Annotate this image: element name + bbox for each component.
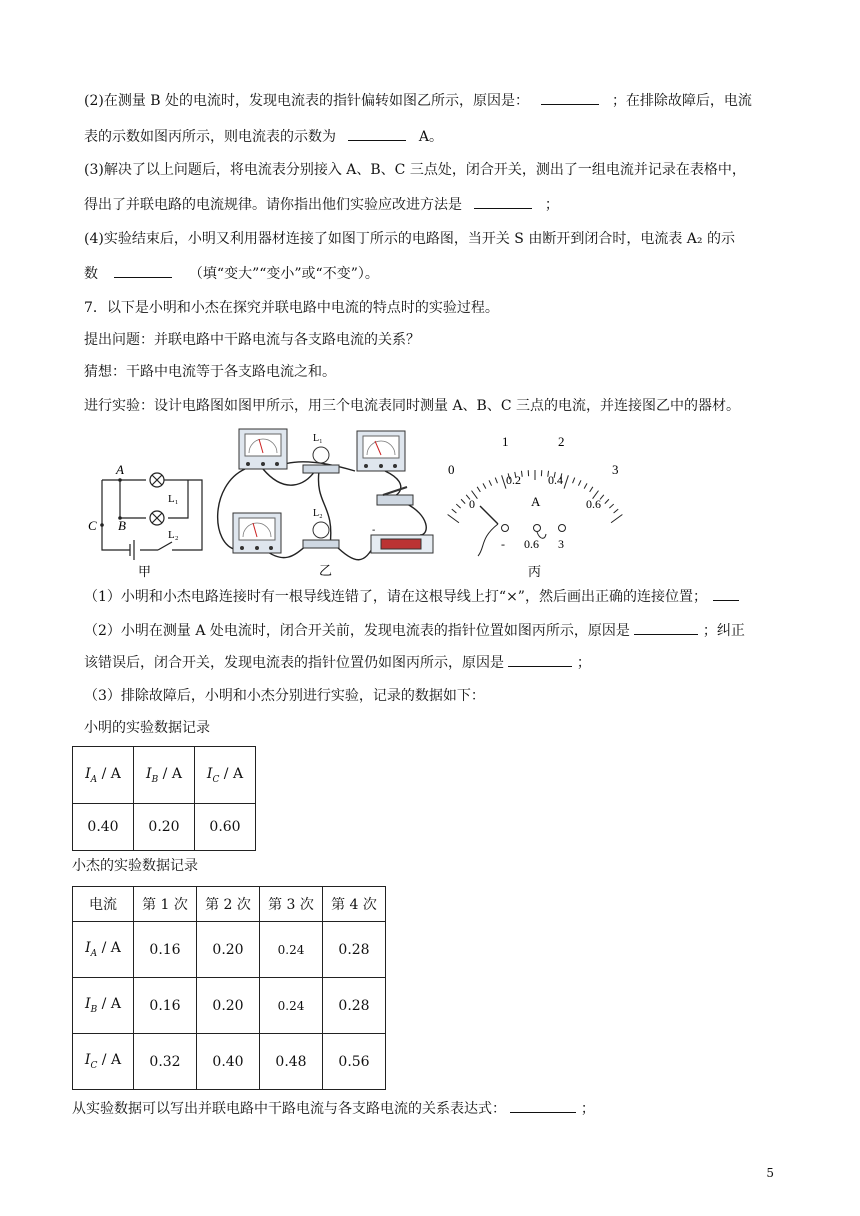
row-label-ic: $I_C$ / A	[73, 1034, 134, 1090]
answer-blank[interactable]	[508, 652, 572, 667]
q6-part2-line2: 表的示数如图丙所示，则电流表的示数为 A。	[84, 126, 443, 147]
table-header: 电流	[73, 887, 134, 922]
q7-experiment: 进行实验：设计电路图如图甲所示，用三个电流表同时测量 A、B、C 三点的电流，并连接图乙中的器材。	[84, 398, 741, 414]
dial-tick	[456, 504, 460, 508]
needle	[480, 506, 498, 524]
table-row	[73, 1034, 386, 1090]
svg-text:3: 3	[558, 537, 564, 551]
figure-bing-dial	[440, 428, 630, 580]
q7-sub1: （1）小明和小杰电路连接时有一根导线连错了，请在这根导线上打“×”，然后画出正确的连接位置；	[84, 586, 739, 607]
tick-top-3: 3	[612, 462, 619, 477]
answer-blank[interactable]	[474, 194, 532, 209]
dial-tick	[489, 480, 492, 485]
terminal-06	[534, 525, 541, 532]
svg-text:L₂: L₂	[313, 508, 323, 519]
dial-tick	[483, 483, 486, 488]
q7-guess: 猜想：干路中电流等于各支路电流之和。	[84, 364, 336, 380]
dial-tick	[452, 509, 457, 513]
table-cell: 0.48	[260, 1034, 323, 1090]
svg-text:L₁: L₁	[313, 433, 323, 444]
answer-blank[interactable]	[348, 126, 406, 141]
q7-sub2-line2: 该错误后，闭合开关，发现电流表的指针位置仍如图丙所示，原因是 ；	[84, 652, 591, 673]
label-c: C	[88, 518, 97, 533]
table2-title: 小杰的实验数据记录	[72, 858, 198, 874]
tick-top-0: 0	[448, 462, 455, 477]
point-c-dot	[100, 523, 104, 527]
dial-tick	[611, 515, 622, 523]
label-a: A	[116, 462, 124, 477]
tick-top-1: 1	[502, 434, 509, 449]
dial-tick	[584, 483, 587, 488]
tick-bottom-06: 0.6	[586, 497, 601, 511]
q7-conclusion: 从实验数据可以写出并联电路中干路电流与各支路电流的关系表达式： ；	[72, 1098, 595, 1119]
figure-yi-wiring	[215, 425, 440, 580]
table-row	[73, 922, 386, 978]
table-cell: 0.32	[134, 1034, 197, 1090]
table-row	[73, 804, 256, 851]
table-cell: 0.56	[323, 1034, 386, 1090]
caption-jia: 甲	[138, 564, 152, 579]
unit-a: A	[531, 494, 541, 509]
dial-tick	[573, 478, 575, 484]
q6-part3-line1: (3)解决了以上问题后，将电流表分别接入 A、B、C 三点处，闭合开关，测出了一组电流并记录在表格中，	[84, 162, 746, 178]
dial-tick	[495, 478, 497, 484]
label-l2: L₂	[168, 529, 179, 541]
table-row	[73, 747, 256, 804]
table-cell: 0.24	[260, 922, 323, 978]
q7-intro: 7．以下是小明和小杰在探究并联电路中电流的特点时的实验过程。	[84, 300, 499, 316]
caption-yi: 乙	[319, 563, 333, 578]
page-number: 5	[766, 1166, 774, 1180]
table-cell: 0.28	[323, 978, 386, 1034]
table-header-ia: $I_A$ / A	[73, 747, 134, 804]
bulb-l1	[303, 433, 339, 473]
ammeter-bottom-left	[233, 513, 281, 553]
table-cell: 0.40	[197, 1034, 260, 1090]
caption-bing: 丙	[528, 564, 542, 579]
dial-tick	[461, 499, 465, 503]
q7-question: 提出问题：并联电路中干路电流与各支路电流的关系？	[84, 332, 420, 348]
tick-bottom-0: 0	[469, 497, 475, 511]
table-cell: 0.40	[73, 804, 134, 851]
table1-title: 小明的实验数据记录	[84, 720, 210, 736]
terminal-minus	[502, 525, 509, 532]
ammeter-top-left	[239, 429, 287, 469]
switch	[377, 487, 413, 505]
answer-blank[interactable]	[713, 586, 739, 601]
table-cell: 0.60	[195, 804, 256, 851]
table-row	[73, 887, 386, 922]
table-cell: 0.20	[197, 978, 260, 1034]
tick-bottom-02: 0.2	[506, 473, 521, 487]
answer-blank[interactable]	[541, 90, 599, 105]
table-header-ic: $I_C$ / A	[195, 747, 256, 804]
answer-blank[interactable]	[114, 263, 172, 278]
tick-bottom-04: 0.4	[548, 473, 563, 487]
dial-tick	[564, 475, 568, 488]
row-label-ib: $I_B$ / A	[73, 978, 134, 1034]
dial-tick	[578, 480, 581, 485]
svg-text:0.6: 0.6	[524, 537, 539, 551]
dial-tick	[448, 515, 459, 523]
table-cell: 0.28	[323, 922, 386, 978]
dial-tick	[590, 487, 593, 492]
q6-part4-line2: 数 （填“变大”“变小”或“不变”）。	[84, 263, 379, 284]
label-l1: L₁	[168, 493, 179, 505]
ammeter-top-right	[357, 431, 405, 471]
terminal-3	[559, 525, 566, 532]
dial-tick	[609, 504, 613, 508]
dial-tick	[605, 499, 609, 503]
answer-blank[interactable]	[510, 1098, 576, 1113]
dial-tick	[477, 487, 480, 492]
wire-left	[478, 524, 498, 556]
table-xiaojie	[72, 886, 386, 1090]
battery-box	[371, 525, 433, 553]
table-cell: 0.20	[197, 922, 260, 978]
table-row	[73, 978, 386, 1034]
label-b: B	[118, 518, 126, 533]
table-cell: 0.20	[134, 804, 195, 851]
q6-part3-line2: 得出了并联电路的电流规律。请你指出他们实验应改进方法是 ；	[84, 194, 559, 215]
svg-text:-: -	[501, 537, 505, 551]
table-cell: 0.16	[134, 922, 197, 978]
table-cell: 0.16	[134, 978, 197, 1034]
figure-jia-circuit	[80, 430, 215, 580]
table-header: 第 2 次	[197, 887, 260, 922]
dial-tick	[614, 509, 619, 513]
table-cell: 0.24	[260, 978, 323, 1034]
table-header-ib: $I_B$ / A	[134, 747, 195, 804]
answer-blank[interactable]	[634, 620, 698, 635]
row-label-ia: $I_A$ / A	[73, 922, 134, 978]
table-header: 第 1 次	[134, 887, 197, 922]
bulb-l2	[303, 508, 339, 548]
q6-part4-line1: (4)实验结束后，小明又利用器材连接了如图丁所示的电路图，当开关 S 由断开到闭合时，电流表 A₂ 的示	[84, 231, 735, 247]
q7-sub2-line1: （2）小明在测量 A 处电流时，闭合开关前，发现电流表的指针位置如图丙所示，原因是 ；纠正	[84, 620, 745, 641]
table-header: 第 4 次	[323, 887, 386, 922]
table-header: 第 3 次	[260, 887, 323, 922]
q6-part2-line1: (2)在测量 B 处的电流时，发现电流表的指针偏转如图乙所示，原因是： ；在排除故障后，电流	[84, 90, 752, 111]
table-xiaoming	[72, 746, 256, 851]
q7-sub3: （3）排除故障后，小明和小杰分别进行实验，记录的数据如下：	[84, 688, 485, 704]
svg-text:-: -	[372, 525, 376, 536]
dial-tick	[521, 471, 522, 477]
tick-top-2: 2	[558, 434, 565, 449]
